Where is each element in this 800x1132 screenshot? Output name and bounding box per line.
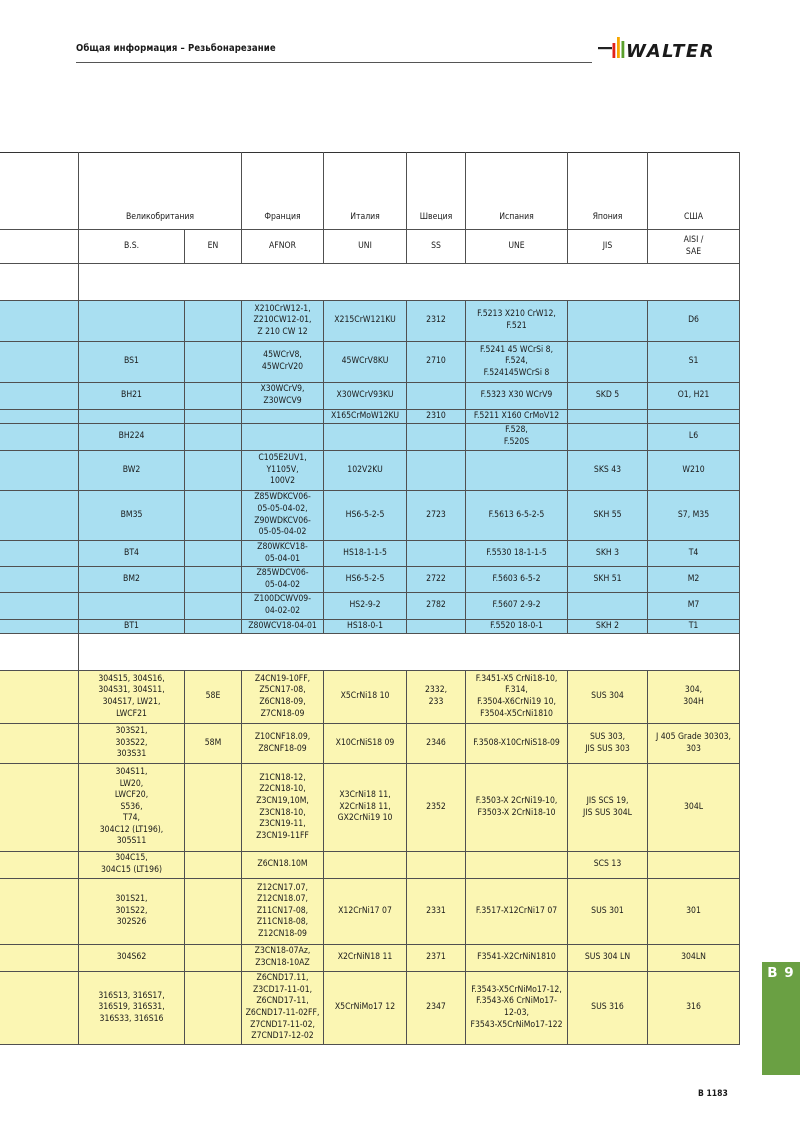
cell-ss: 2332, 233	[407, 671, 466, 724]
cell-bs: BH21	[79, 383, 185, 410]
section-spacer-row	[0, 634, 740, 671]
cell-jis: SUS 304 LN	[568, 945, 648, 972]
cell-une: F.528, F.520S	[466, 424, 568, 451]
table-row	[0, 671, 740, 724]
cell-une	[466, 451, 568, 491]
cell-jis	[568, 342, 648, 383]
cell-en	[185, 301, 242, 342]
cell-afnor: Z4CN19-10FF, Z5CN17-08, Z6CN18-09, Z7CN18-09	[242, 671, 324, 724]
country-header-row	[0, 153, 740, 230]
cell-en: 58E	[185, 671, 242, 724]
row-label-cell	[0, 879, 79, 945]
table-row	[0, 451, 740, 491]
cell-bs: BM35	[79, 491, 185, 541]
header-afnor: AFNOR	[242, 230, 324, 264]
cell-aisi: T1	[648, 620, 740, 634]
cell-afnor	[242, 424, 324, 451]
cell-ss	[407, 424, 466, 451]
cell-bs: 303S21, 303S22, 303S31	[79, 724, 185, 764]
section-spacer-row	[0, 264, 740, 301]
cell-aisi: 301	[648, 879, 740, 945]
cell-afnor: Z1CN18-12, Z2CN18-10, Z3CN19,10M, Z3CN18-10, Z3CN19-11, Z3CN19-11FF	[242, 764, 324, 852]
table-row	[0, 593, 740, 620]
cell-uni: HS6-5-2-5	[324, 491, 407, 541]
row-label-cell	[0, 620, 79, 634]
cell-aisi: 304L	[648, 764, 740, 852]
table-row	[0, 620, 740, 634]
row-label-cell	[0, 945, 79, 972]
cell-en	[185, 567, 242, 593]
cell-uni: 102V2KU	[324, 451, 407, 491]
cell-une: F.5520 18-0-1	[466, 620, 568, 634]
cell-aisi	[648, 410, 740, 424]
header-uni: UNI	[324, 230, 407, 264]
row-label-cell	[0, 541, 79, 567]
cell-en	[185, 620, 242, 634]
cell-aisi: M7	[648, 593, 740, 620]
cell-bs: 304C15, 304C15 (LT196)	[79, 852, 185, 879]
cell-ss: 2352	[407, 764, 466, 852]
cell-une: F.5323 X30 WCrV9	[466, 383, 568, 410]
cell-uni: X165CrMoW12KU	[324, 410, 407, 424]
spacer-cell	[79, 634, 740, 671]
walter-logo	[598, 34, 744, 64]
standard-header-row	[0, 230, 740, 264]
cell-uni: X3CrNi18 11, X2CrNi18 11, GX2CrNi19 10	[324, 764, 407, 852]
cell-uni: X30WCrV93KU	[324, 383, 407, 410]
cell-en	[185, 764, 242, 852]
cell-bs: BT4	[79, 541, 185, 567]
logo-bar-green	[622, 41, 625, 58]
table-row	[0, 410, 740, 424]
section-tab-label: B 9	[767, 965, 795, 981]
cell-afnor: Z85WDKCV06- 05-05-04-02, Z90WDKCV06- 05-05-04-02	[242, 491, 324, 541]
cell-une: F.5603 6-5-2	[466, 567, 568, 593]
cell-ss: 2722	[407, 567, 466, 593]
cell-afnor	[242, 410, 324, 424]
table-row	[0, 342, 740, 383]
cell-ss: 2331	[407, 879, 466, 945]
cell-en	[185, 342, 242, 383]
cell-afnor: Z3CN18-07Az, Z3CN18-10AZ	[242, 945, 324, 972]
cell-ss	[407, 451, 466, 491]
cell-en	[185, 852, 242, 879]
cell-ss: 2347	[407, 972, 466, 1045]
cell-une: F.5213 X210 CrW12, F.521	[466, 301, 568, 342]
cell-bs: BW2	[79, 451, 185, 491]
header-usa: США	[648, 153, 740, 230]
table-row	[0, 879, 740, 945]
cell-afnor: Z80WCV18-04-01	[242, 620, 324, 634]
cell-uni: HS2-9-2	[324, 593, 407, 620]
cell-jis: SKH 2	[568, 620, 648, 634]
cell-ss	[407, 620, 466, 634]
cell-jis: SKD 5	[568, 383, 648, 410]
cell-en	[185, 424, 242, 451]
header-blank-cell	[0, 153, 79, 230]
cell-une: F.3503-X 2CrNi19-10, F3503-X 2CrNi18-10	[466, 764, 568, 852]
cell-jis	[568, 301, 648, 342]
cell-uni: X2CrNiN18 11	[324, 945, 407, 972]
logo-bar-orange	[617, 37, 620, 58]
cell-une: F3541-X2CrNiN1810	[466, 945, 568, 972]
cell-en	[185, 451, 242, 491]
cell-aisi: O1, H21	[648, 383, 740, 410]
cell-uni	[324, 424, 407, 451]
row-label-cell	[0, 451, 79, 491]
table-row	[0, 301, 740, 342]
cell-jis: SKH 51	[568, 567, 648, 593]
cell-uni	[324, 852, 407, 879]
table-row	[0, 724, 740, 764]
cell-bs	[79, 410, 185, 424]
cell-aisi: T4	[648, 541, 740, 567]
logo-text: WALTER	[626, 41, 716, 62]
cell-une: F.5613 6-5-2-5	[466, 491, 568, 541]
row-label-cell	[0, 491, 79, 541]
cell-jis: SUS 303, JIS SUS 303	[568, 724, 648, 764]
cell-aisi: S1	[648, 342, 740, 383]
header-ss: SS	[407, 230, 466, 264]
cell-bs: 316S13, 316S17, 316S19, 316S31, 316S33, 316S16	[79, 972, 185, 1045]
cell-uni: HS18-1-1-5	[324, 541, 407, 567]
cell-une: F.5211 X160 CrMoV12	[466, 410, 568, 424]
header-spain: Испания	[466, 153, 568, 230]
cell-bs: 304S11, LW20, LWCF20, S536, T74, 304C12 (LT196), 305S11	[79, 764, 185, 852]
cell-en	[185, 879, 242, 945]
cell-bs: BH224	[79, 424, 185, 451]
row-label-cell	[0, 383, 79, 410]
cell-aisi	[648, 852, 740, 879]
cell-afnor: Z6CND17.11, Z3CD17-11-01, Z6CND17-11, Z6CND17-11-02FF, Z7CND17-11-02, Z7CND17-12-02	[242, 972, 324, 1045]
cell-en	[185, 945, 242, 972]
steel-equivalents-table	[0, 152, 740, 1045]
cell-jis	[568, 593, 648, 620]
header-aisi: AISI / SAE	[648, 230, 740, 264]
cell-uni: X215CrW121KU	[324, 301, 407, 342]
row-label-cell	[0, 424, 79, 451]
cell-aisi: W210	[648, 451, 740, 491]
cell-ss	[407, 852, 466, 879]
cell-uni: X12CrNi17 07	[324, 879, 407, 945]
row-label-cell	[0, 301, 79, 342]
cell-jis: SUS 304	[568, 671, 648, 724]
header-uk: Великобритания	[79, 153, 242, 230]
cell-uni: HS18-0-1	[324, 620, 407, 634]
cell-afnor: Z10CNF18.09, Z8CNF18-09	[242, 724, 324, 764]
row-label-cell	[0, 593, 79, 620]
section-tab-b9	[762, 962, 800, 1075]
cell-en	[185, 593, 242, 620]
cell-ss: 2371	[407, 945, 466, 972]
cell-bs: 304S62	[79, 945, 185, 972]
table-row	[0, 567, 740, 593]
cell-ss: 2723	[407, 491, 466, 541]
table-row	[0, 541, 740, 567]
table-row	[0, 852, 740, 879]
row-label-cell	[0, 671, 79, 724]
cell-aisi: J 405 Grade 30303, 303	[648, 724, 740, 764]
cell-en	[185, 383, 242, 410]
cell-jis: JIS SCS 19, JIS SUS 304L	[568, 764, 648, 852]
cell-une: F.3543-X5CrNiMo17-12, F.3543-X6 CrNiMo17- 12-03, F3543-X5CrNiMo17-122	[466, 972, 568, 1045]
cell-ss	[407, 541, 466, 567]
cell-jis: SKS 43	[568, 451, 648, 491]
cell-une: F.5530 18-1-1-5	[466, 541, 568, 567]
cell-aisi: S7, M35	[648, 491, 740, 541]
cell-aisi: M2	[648, 567, 740, 593]
cell-uni: 45WCrV8KU	[324, 342, 407, 383]
cell-jis: SKH 55	[568, 491, 648, 541]
table-row	[0, 491, 740, 541]
cell-uni: HS6-5-2-5	[324, 567, 407, 593]
cell-afnor: 45WCrV8, 45WCrV20	[242, 342, 324, 383]
cell-en	[185, 410, 242, 424]
row-label-cell	[0, 852, 79, 879]
cell-ss: 2710	[407, 342, 466, 383]
page-title: Общая информация – Резьбонарезание	[76, 43, 276, 54]
cell-uni: X5CrNiMo17 12	[324, 972, 407, 1045]
cell-une: F.3508-X10CrNiS18-09	[466, 724, 568, 764]
header-france: Франция	[242, 153, 324, 230]
cell-ss: 2310	[407, 410, 466, 424]
cell-bs: BM2	[79, 567, 185, 593]
cell-afnor: Z12CN17.07, Z12CN18.07, Z11CN17-08, Z11CN18-08, Z12CN18-09	[242, 879, 324, 945]
cell-jis: SUS 301	[568, 879, 648, 945]
cell-bs: BT1	[79, 620, 185, 634]
cell-aisi: L6	[648, 424, 740, 451]
cell-afnor: X30WCrV9, Z30WCV9	[242, 383, 324, 410]
table-row	[0, 383, 740, 410]
cell-ss: 2346	[407, 724, 466, 764]
page-number: B 1183	[698, 1089, 728, 1099]
header-sweden: Швеция	[407, 153, 466, 230]
header-japan: Япония	[568, 153, 648, 230]
table-row	[0, 972, 740, 1045]
cell-jis: SUS 316	[568, 972, 648, 1045]
cell-uni: X5CrNi18 10	[324, 671, 407, 724]
row-label-cell	[0, 724, 79, 764]
cell-jis: SCS 13	[568, 852, 648, 879]
cell-une: F.3451-X5 CrNi18-10, F.314, F.3504-X6CrNi19 10, F3504-X5CrNi1810	[466, 671, 568, 724]
cell-bs	[79, 593, 185, 620]
header-rule	[76, 62, 592, 63]
cell-jis	[568, 424, 648, 451]
table-row	[0, 764, 740, 852]
cell-en	[185, 541, 242, 567]
cell-bs: BS1	[79, 342, 185, 383]
cell-une	[466, 852, 568, 879]
table-row	[0, 945, 740, 972]
header-bs: B.S.	[79, 230, 185, 264]
header-une: UNE	[466, 230, 568, 264]
row-label-cell	[0, 410, 79, 424]
spacer-cell	[79, 264, 740, 301]
cell-ss: 2312	[407, 301, 466, 342]
cell-ss	[407, 383, 466, 410]
spacer-cell	[0, 264, 79, 301]
spacer-cell	[0, 634, 79, 671]
cell-afnor: C105E2UV1, Y1105V, 100V2	[242, 451, 324, 491]
header-blank-cell	[0, 230, 79, 264]
cell-afnor: Z100DCWV09- 04-02-02	[242, 593, 324, 620]
cell-une: F.5241 45 WCrSi 8, F.524, F.524145WCrSi 8	[466, 342, 568, 383]
cell-en	[185, 491, 242, 541]
row-label-cell	[0, 972, 79, 1045]
cell-jis: SKH 3	[568, 541, 648, 567]
cell-aisi: 316	[648, 972, 740, 1045]
cell-afnor: Z80WKCV18- 05-04-01	[242, 541, 324, 567]
cell-une: F.5607 2-9-2	[466, 593, 568, 620]
logo-bar-red	[613, 43, 616, 58]
cell-en	[185, 972, 242, 1045]
cell-aisi: 304LN	[648, 945, 740, 972]
cell-bs: 304S15, 304S16, 304S31, 304S11, 304S17, LW21, LWCF21	[79, 671, 185, 724]
cell-bs	[79, 301, 185, 342]
header-en: EN	[185, 230, 242, 264]
cell-une: F.3517-X12CrNi17 07	[466, 879, 568, 945]
cell-afnor: X210CrW12-1, Z210CW12-01, Z 210 CW 12	[242, 301, 324, 342]
cell-ss: 2782	[407, 593, 466, 620]
header-italy: Италия	[324, 153, 407, 230]
table-row	[0, 424, 740, 451]
cell-aisi: 304, 304H	[648, 671, 740, 724]
cell-bs: 301S21, 301S22, 302S26	[79, 879, 185, 945]
cell-en: 58M	[185, 724, 242, 764]
row-label-cell	[0, 342, 79, 383]
header-jis: JIS	[568, 230, 648, 264]
cell-uni: X10CrNiS18 09	[324, 724, 407, 764]
cell-aisi: D6	[648, 301, 740, 342]
cell-jis	[568, 410, 648, 424]
row-label-cell	[0, 567, 79, 593]
cell-afnor: Z85WDCV06- 05-04-02	[242, 567, 324, 593]
row-label-cell	[0, 764, 79, 852]
cell-afnor: Z6CN18.10M	[242, 852, 324, 879]
